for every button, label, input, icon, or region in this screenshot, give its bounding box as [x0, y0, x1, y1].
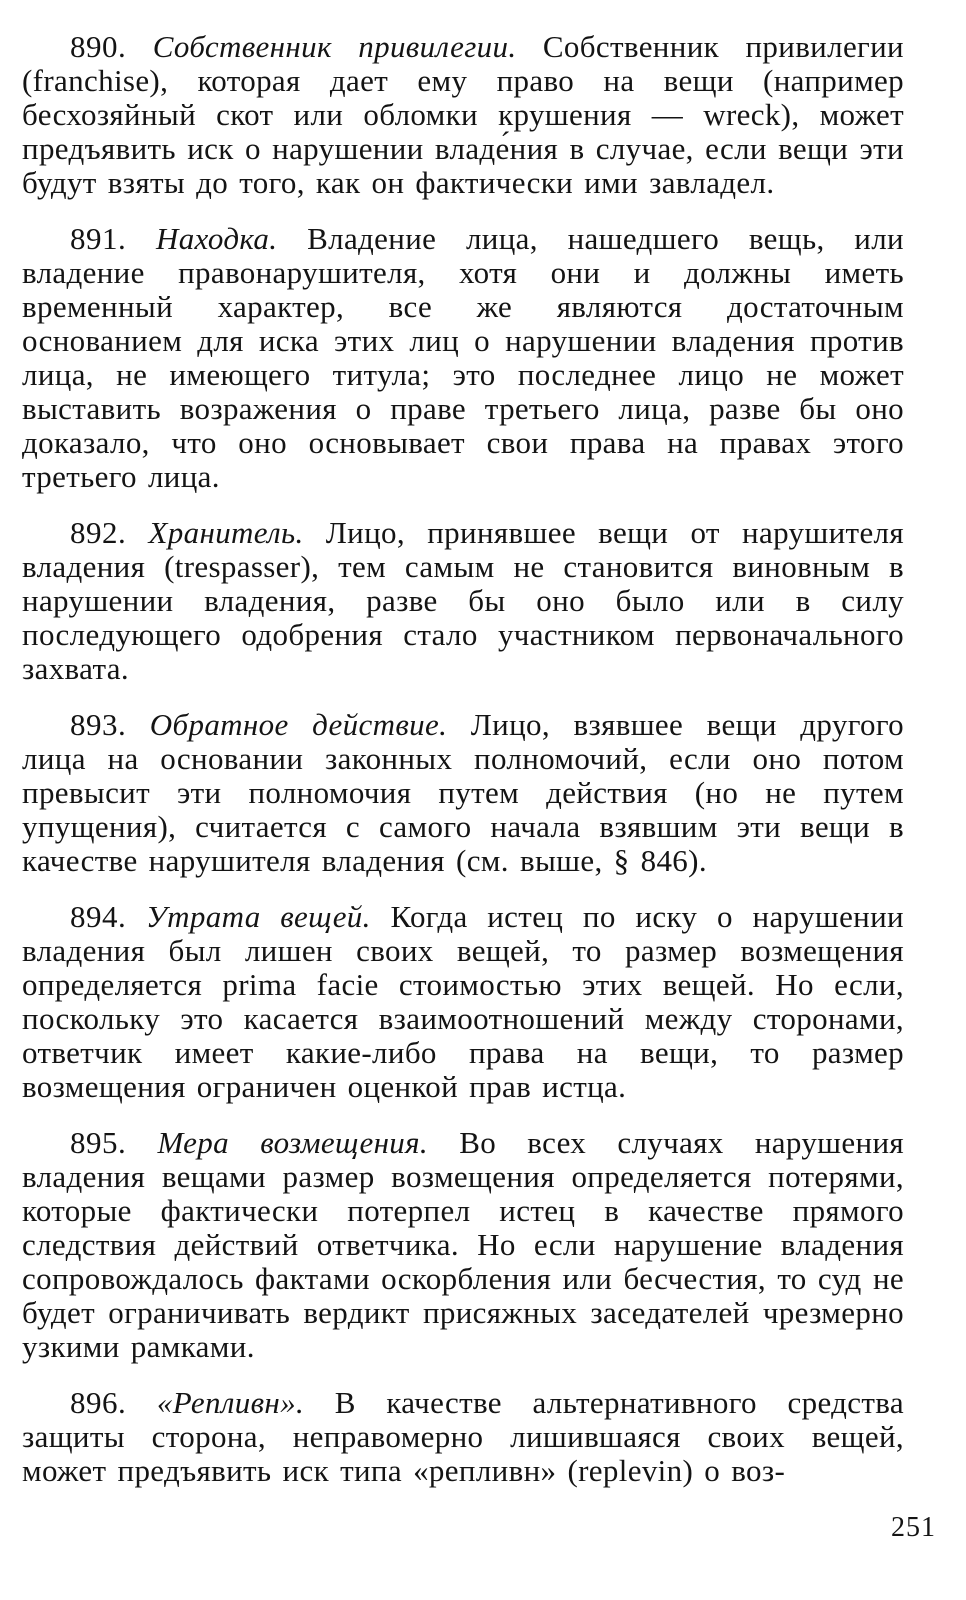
section-number: 892. [70, 515, 127, 550]
section-number: 894. [70, 899, 127, 934]
section-title: Собственник привилегии. [152, 29, 517, 64]
section-number: 890. [70, 29, 127, 64]
section-text: Когда истец по иску о нарушении владения был лишен своих вещей, то размер возмещения определяется prima facie стоимостью этих вещей. Но если, поскольку это касается взаимоотношений между сторонами, ответчик имеет какие-либо права на вещи, то размер возмещения ограничен оценкой прав истца. [22, 899, 904, 1104]
section-891 [22, 222, 904, 494]
section-896 [22, 1386, 904, 1488]
section-text: Собственник привилегии (franchise), которая дает ему право на вещи (например бесхозяйный скот или обломки крушения — wreck), может предъявить иск о нарушении владе́ния в случае, если вещи эти будут взяты до того, как он фактически ими завладел. [22, 29, 904, 200]
section-number: 893. [70, 707, 127, 742]
section-text: Во всех случаях нарушения владения вещами размер возмещения определяется потерями, которые фактически потерпел истец в качестве прямого следствия действий ответчика. Но если нарушение владения сопровождалось фактами оскорбления или бесчестия, то суд не будет ограничивать вердикт присяжных заседателей чрезмерно узкими рамками. [22, 1125, 904, 1364]
page-number: 251 [891, 1512, 936, 1543]
section-title: Хранитель. [148, 515, 304, 550]
section-number: 891. [70, 221, 127, 256]
section-title: «Репливн». [156, 1385, 305, 1420]
section-text: Лицо, принявшее вещи от нарушителя владения (trespasser), тем самым не становится виновным в нарушении владения, разве бы оно было или в силу последующего одобрения стало участником первоначального захвата. [22, 515, 904, 686]
section-893 [22, 708, 904, 878]
document-page [22, 30, 904, 1570]
section-title: Обратное действие. [149, 707, 448, 742]
section-895 [22, 1126, 904, 1364]
section-title: Находка. [155, 221, 278, 256]
section-892 [22, 516, 904, 686]
section-title: Мера возмещения. [157, 1125, 429, 1160]
section-text: Владение лица, нашедшего вещь, или владение правонарушителя, хотя они и должны иметь временный характер, все же являются достаточным основанием для иска этих лиц о нарушении владения против лица, не имеющего титула; это последнее лицо не может выставить возражения о праве третьего лица, разве бы оно доказало, что оно основывает свои права на правах этого третьего лица. [22, 221, 904, 494]
section-894 [22, 900, 904, 1104]
section-title: Утрата вещей. [145, 899, 371, 934]
section-890 [22, 30, 904, 200]
section-number: 896. [70, 1385, 127, 1420]
section-text: В качестве альтернативного средства защиты сторона, неправомерно лишившаяся своих вещей, может предъявить иск типа «репливн» (replevin) о воз- [22, 1385, 904, 1488]
section-number: 895. [70, 1125, 127, 1160]
section-text: Лицо, взявшее вещи другого лица на основании законных полномочий, если оно потом превысит эти полномочия путем действия (но не путем упущения), считается с самого начала взявшим эти вещи в качестве нарушителя владения (см. выше, § 846). [22, 707, 904, 878]
